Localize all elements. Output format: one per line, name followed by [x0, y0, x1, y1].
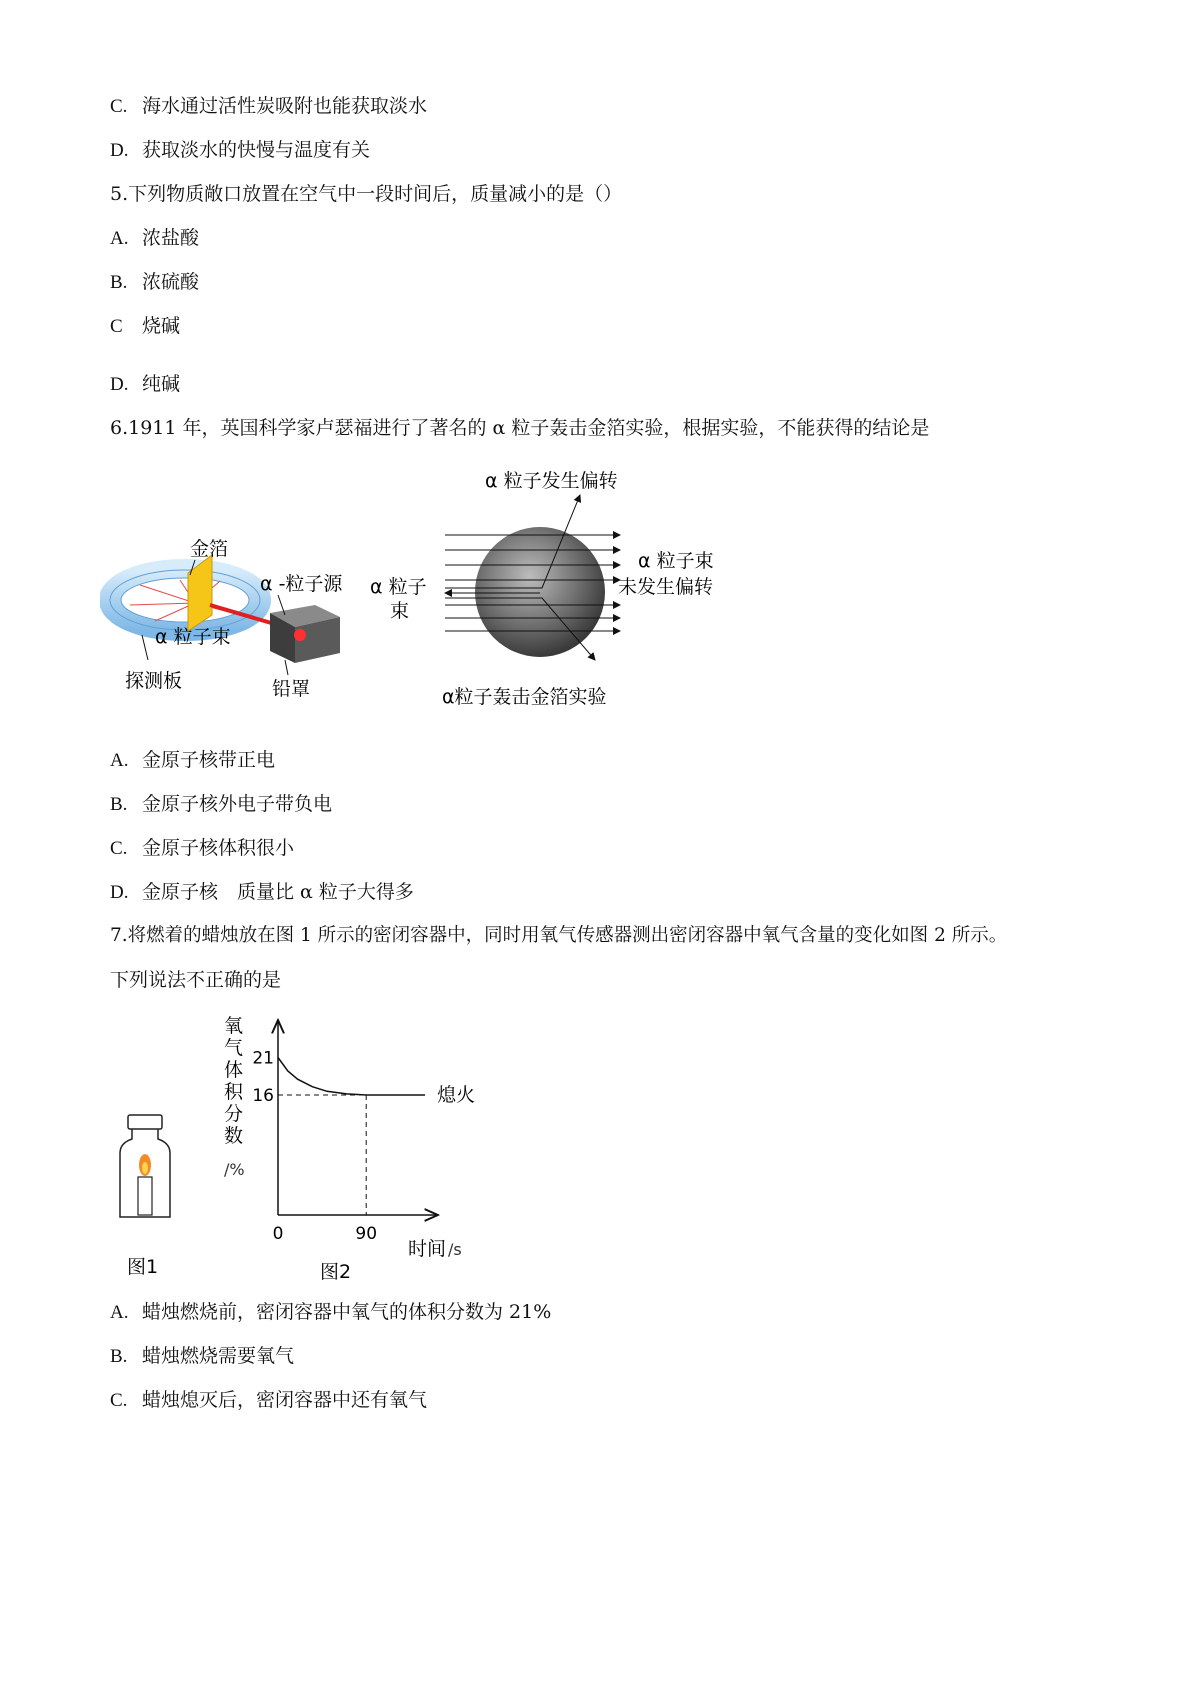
option-text: 获取淡水的快慢与温度有关: [142, 139, 371, 161]
option-text: 烧碱: [142, 315, 181, 337]
option-text: 金原子核 质量比 α 粒子大得多: [142, 881, 414, 903]
label-back-2: 束: [390, 600, 410, 622]
q5-option-d: [110, 372, 180, 397]
option-text: 浓盐酸: [142, 227, 200, 249]
option-text: 纯碱: [142, 373, 181, 395]
q5-stem: 5.下列物质敞口放置在空气中一段时间后，质量减小的是（）: [110, 183, 623, 205]
option-key: C.: [110, 1390, 128, 1411]
q7-option-b: [110, 1344, 294, 1369]
option-text: 浓硫酸: [142, 271, 200, 293]
x-axis-label: 时间: [408, 1238, 447, 1260]
q6-option-c: [110, 836, 294, 861]
option-key: C.: [110, 96, 128, 117]
x-tick-90: 90: [355, 1224, 378, 1244]
rutherford-figure: [100, 455, 750, 725]
oxygen-series-line: [278, 1058, 425, 1096]
candle-icon: [138, 1154, 152, 1215]
q7-option-c: [110, 1388, 427, 1413]
q5-option-a: [110, 226, 199, 251]
q6-stem: 6.1911 年，英国科学家卢瑟福进行了著名的 α 粒子轰击金箔实验，根据实验，不能获得的结论是: [110, 417, 930, 439]
q4-option-d: [110, 138, 370, 163]
x-axis-unit: /s: [448, 1240, 462, 1259]
x-tick-0: 0: [272, 1224, 284, 1244]
q6-option-b: [110, 792, 332, 817]
figure2-oxygen-chart: [210, 1010, 500, 1285]
annotation-extinguished: 熄火: [437, 1084, 476, 1106]
y-tick-16: 16: [252, 1086, 274, 1106]
fig1-caption: 图1: [127, 1256, 159, 1278]
option-key: C.: [110, 838, 128, 859]
q5-option-b: [110, 270, 199, 295]
label-lead: 铅罩: [272, 678, 311, 700]
y-axis-label-char: 分: [224, 1103, 244, 1125]
fig2-caption: 图2: [320, 1261, 352, 1283]
option-text: 金原子核带正电: [142, 749, 276, 771]
label-beam: α 粒子束: [155, 626, 231, 648]
y-axis-label-char: 气: [224, 1037, 244, 1059]
option-text: 蜡烛燃烧需要氧气: [142, 1345, 295, 1367]
option-key: A.: [110, 750, 129, 771]
label-back-1: α 粒子: [370, 576, 427, 598]
y-axis-label-char: 积: [224, 1081, 244, 1103]
q7-option-a: [110, 1300, 551, 1325]
y-axis-label-char: 数: [224, 1125, 244, 1147]
label-source: α -粒子源: [260, 573, 343, 595]
y-tick-21: 21: [252, 1048, 274, 1069]
label-gold-foil: 金箔: [190, 538, 229, 560]
option-text: 海水通过活性炭吸附也能获取淡水: [142, 95, 428, 117]
option-text: 金原子核体积很小: [142, 837, 295, 859]
label-deflected: α 粒子发生偏转: [485, 470, 618, 492]
option-key: D.: [110, 882, 129, 903]
option-key: D.: [110, 374, 129, 395]
y-axis-label: [224, 1015, 244, 1147]
q5-option-c: [110, 314, 180, 339]
gold-atom-sphere: [475, 527, 605, 657]
y-axis-label-char: 体: [224, 1059, 244, 1081]
label-undeflected-2: 未发生偏转: [618, 576, 714, 598]
option-key: C: [110, 316, 123, 337]
label-undeflected-1: α 粒子束: [638, 550, 714, 572]
q4-option-c: [110, 94, 427, 119]
option-key: B.: [110, 272, 128, 293]
q7-stem-line2: 下列说法不正确的是: [110, 969, 282, 991]
option-key: A.: [110, 228, 129, 249]
figure-caption: α粒子轰击金箔实验: [442, 686, 607, 708]
y-axis-label-char: 氧: [224, 1015, 244, 1037]
q6-option-a: [110, 748, 275, 773]
q6-option-d: [110, 880, 414, 905]
y-axis-unit: /%: [224, 1160, 245, 1179]
option-text: 蜡烛熄灭后，密闭容器中还有氧气: [142, 1389, 428, 1411]
label-detector: 探测板: [125, 670, 183, 692]
q7-stem-line1: 7.将燃着的蜡烛放在图 1 所示的密闭容器中，同时用氧气传感器测出密闭容器中氧气含量的变化如图 2 所示。: [110, 925, 1008, 946]
option-key: A.: [110, 1302, 129, 1323]
option-key: B.: [110, 1346, 128, 1367]
option-text: 蜡烛燃烧前，密闭容器中氧气的体积分数为 21%: [142, 1301, 552, 1323]
lead-box-icon: [270, 605, 340, 663]
option-key: B.: [110, 794, 128, 815]
option-key: D.: [110, 140, 129, 161]
option-text: 金原子核外电子带负电: [142, 793, 333, 815]
